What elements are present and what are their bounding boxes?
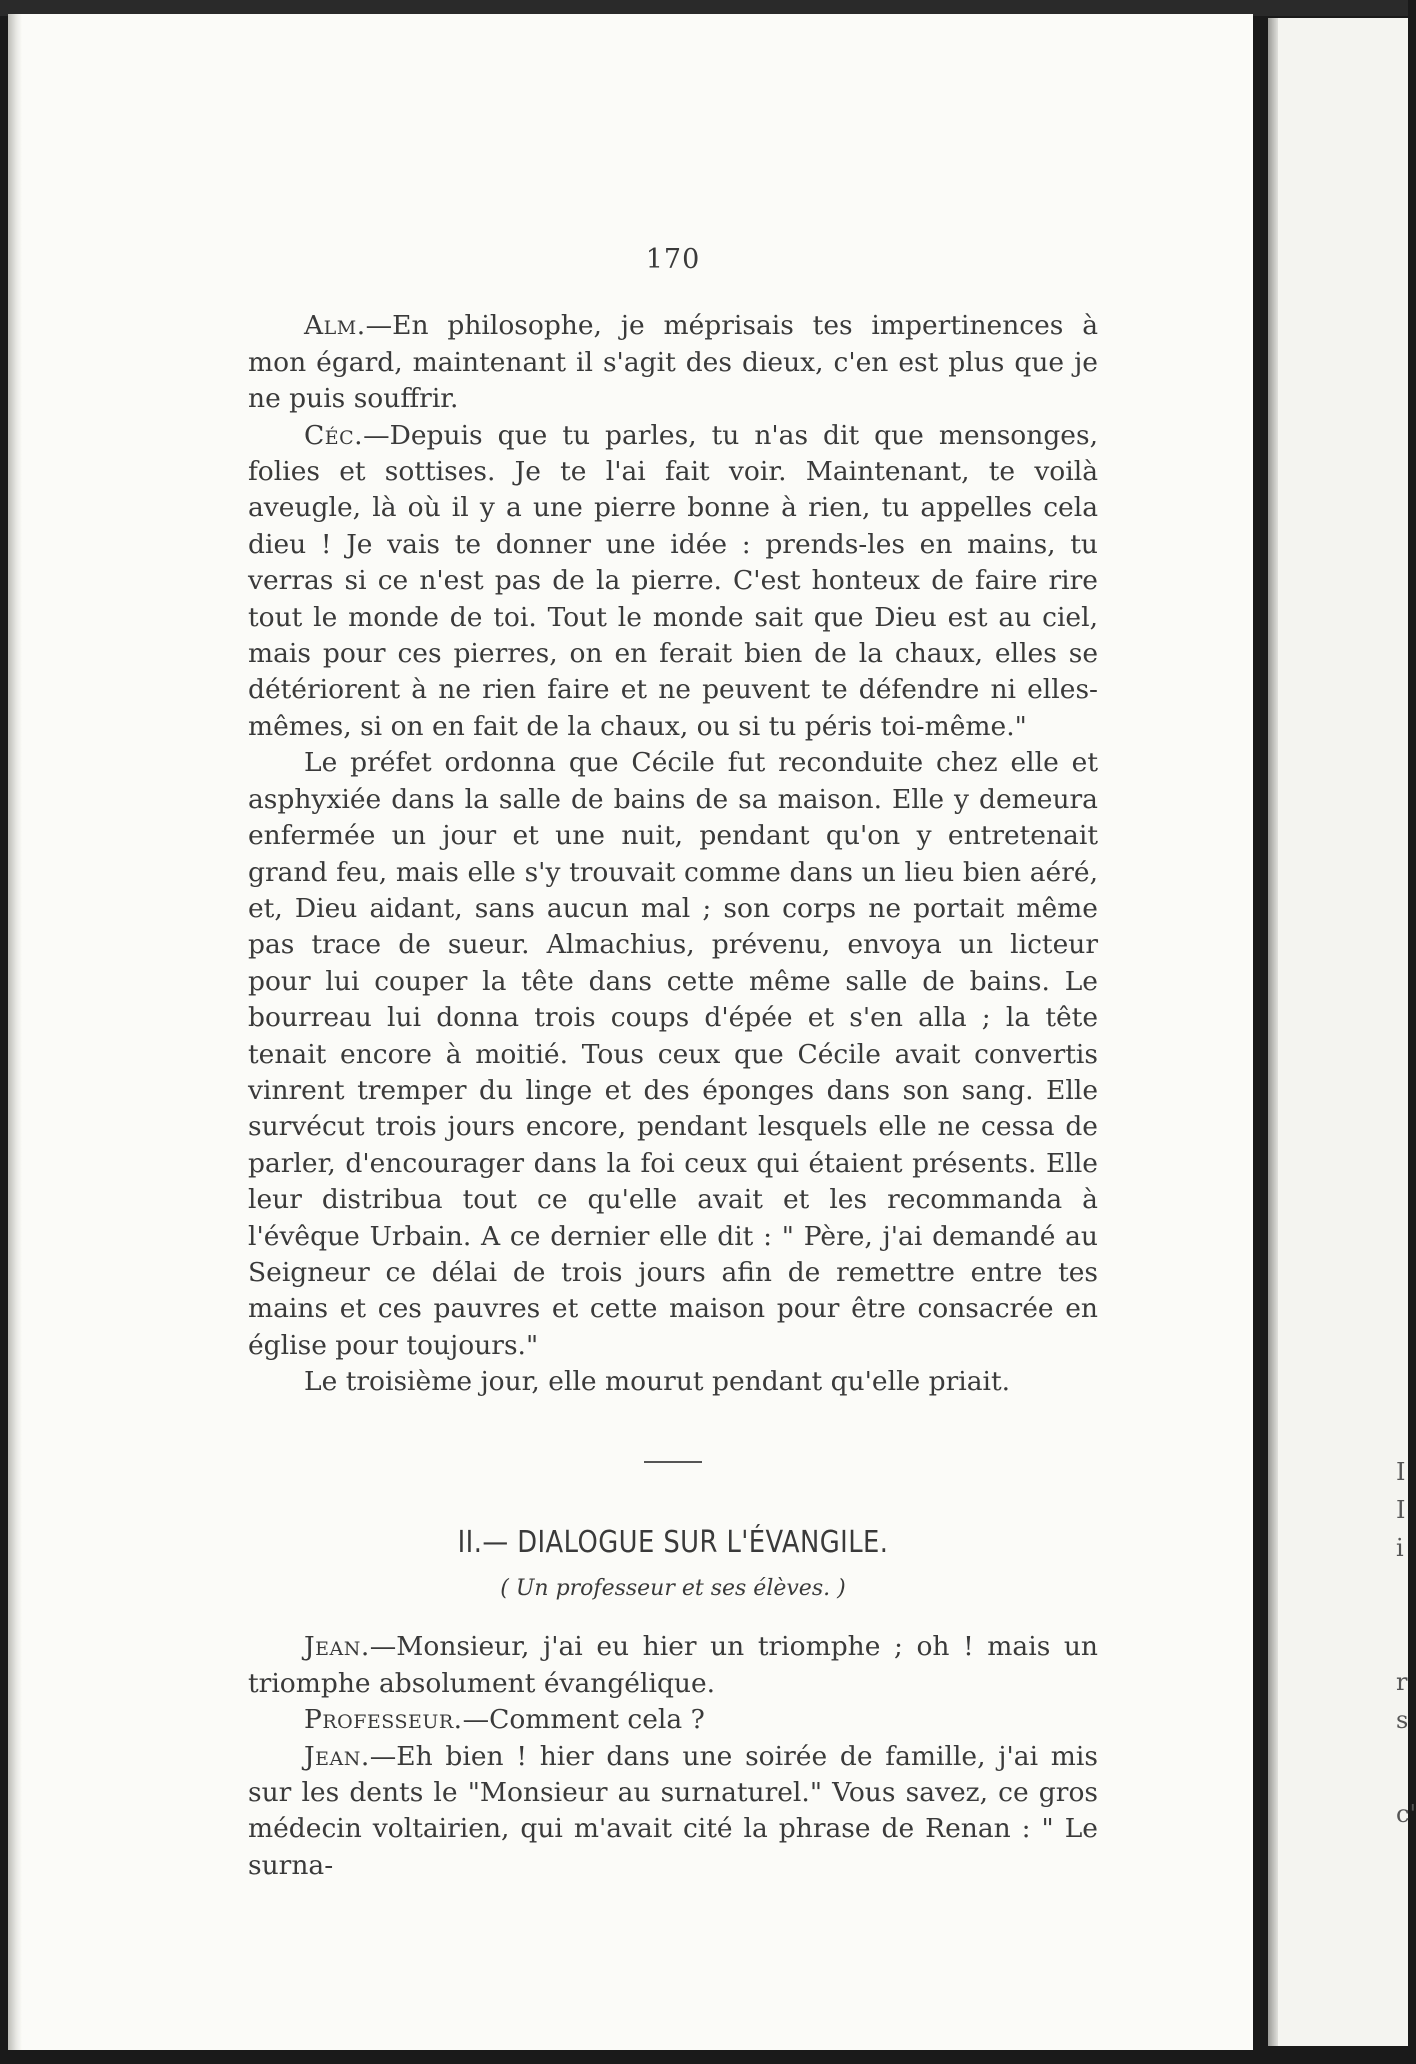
- facing-page-fragment: I: [1396, 1458, 1406, 1486]
- facing-page-shadow: [1268, 18, 1278, 2046]
- dialogue-line: [248, 1702, 1098, 1738]
- paragraph-text: —Depuis que tu parles, tu n'as dit que mensonges, folies et sottises. Je te l'ai fait voir. Maintenant, te voilà aveugle, là où il y a une pierre bonne à rien, tu appelles cela dieu ! Je vais te donner une idée : prends-les en mains, tu verras si ce n'est pas de la pierre. C'est honteux de faire rire tout le monde de toi. Tout le monde sait que Dieu est au ciel, mais pour ces pierres, on en ferait bien de la chaux, elles se détériorent à ne rien faire et ne peuvent te défendre ni elles-mêmes, si on en fait de la chaux, ou si tu péris toi-même.": [248, 419, 1098, 742]
- paragraph: [248, 745, 1098, 1364]
- dialogue-text: —Comment cela ?: [462, 1704, 705, 1736]
- page-text: [248, 244, 1098, 1884]
- speaker-label: Jean.: [304, 1740, 370, 1772]
- paragraph: [248, 1364, 1098, 1400]
- paragraph: [248, 418, 1098, 746]
- speaker-label: Céc.: [304, 419, 364, 451]
- page-number: 170: [645, 244, 701, 275]
- dialogue-text: —Monsieur, j'ai eu hier un triomphe ; oh ! mais un triomphe absolument évangélique.: [248, 1631, 1098, 1699]
- speaker-label: Alm.: [304, 310, 366, 342]
- facing-page-fragment: c': [1396, 1800, 1416, 1828]
- paragraph-text: Le préfet ordonna que Cécile fut reconduite chez elle et asphyxiée dans la salle de bains de sa maison. Elle y demeura enfermée un jour et une nuit, pendant qu'on y entretenait grand feu, mais elle s'y trouvait comme dans un lieu bien aéré, et, Dieu aidant, sans aucun mal ; son corps ne portait même pas trace de sueur. Almachius, prévenu, envoya un licteur pour lui couper la tête dans cette même salle de bains. Le bourreau lui donna trois coups d'épée et s'en alla ; la tête tenait encore à moitié. Tous ceux que Cécile avait convertis vinrent tremper du linge et des éponges dans son sang. Elle survécut trois jours encore, pendant lesquels elle ne cessa de parler, d'encourager dans la foi ceux qui étaient présents. Elle leur distribua tout ce qu'elle avait et les recommanda à l'évêque Urbain. A ce dernier elle dit : " Père, j'ai demandé au Seigneur ce délai de trois jours afin de remettre entre tes mains et ces pauvres et cette maison pour être consacrée en église pour toujours.": [248, 747, 1098, 1361]
- facing-page-fragment: r: [1396, 1668, 1408, 1696]
- speaker-label: Professeur.: [304, 1704, 463, 1736]
- paragraph: [248, 308, 1098, 417]
- speaker-label: Jean.: [304, 1631, 370, 1663]
- page-gutter-shadow: [8, 14, 22, 2050]
- facing-page-fragment: I: [1396, 1496, 1406, 1524]
- dialogue-line: [248, 1739, 1098, 1885]
- facing-page-fragment: i: [1396, 1534, 1404, 1562]
- dialogue-text: —Eh bien ! hier dans une soirée de famille, j'ai mis sur les dents le "Monsieur au surnaturel." Vous savez, ce gros médecin voltairien, qui m'avait cité la phrase de Renan : " Le surna-: [248, 1740, 1098, 1881]
- paragraph-text: —En philosophe, je méprisais tes impertinences à mon égard, maintenant il s'agit des dieux, c'en est plus que je ne puis souffrir.: [248, 310, 1098, 415]
- section-subtitle: ( Un professeur et ses élèves. ): [500, 1576, 846, 1601]
- section-divider: [644, 1461, 702, 1463]
- section-title: II.— DIALOGUE SUR L'ÉVANGILE.: [457, 1524, 889, 1560]
- facing-page-fragment: s: [1396, 1706, 1409, 1734]
- facing-page-edge: [1268, 18, 1416, 2046]
- dialogue-line: [248, 1629, 1098, 1702]
- paragraph-text: Le troisième jour, elle mourut pendant qu'elle priait.: [304, 1366, 1011, 1398]
